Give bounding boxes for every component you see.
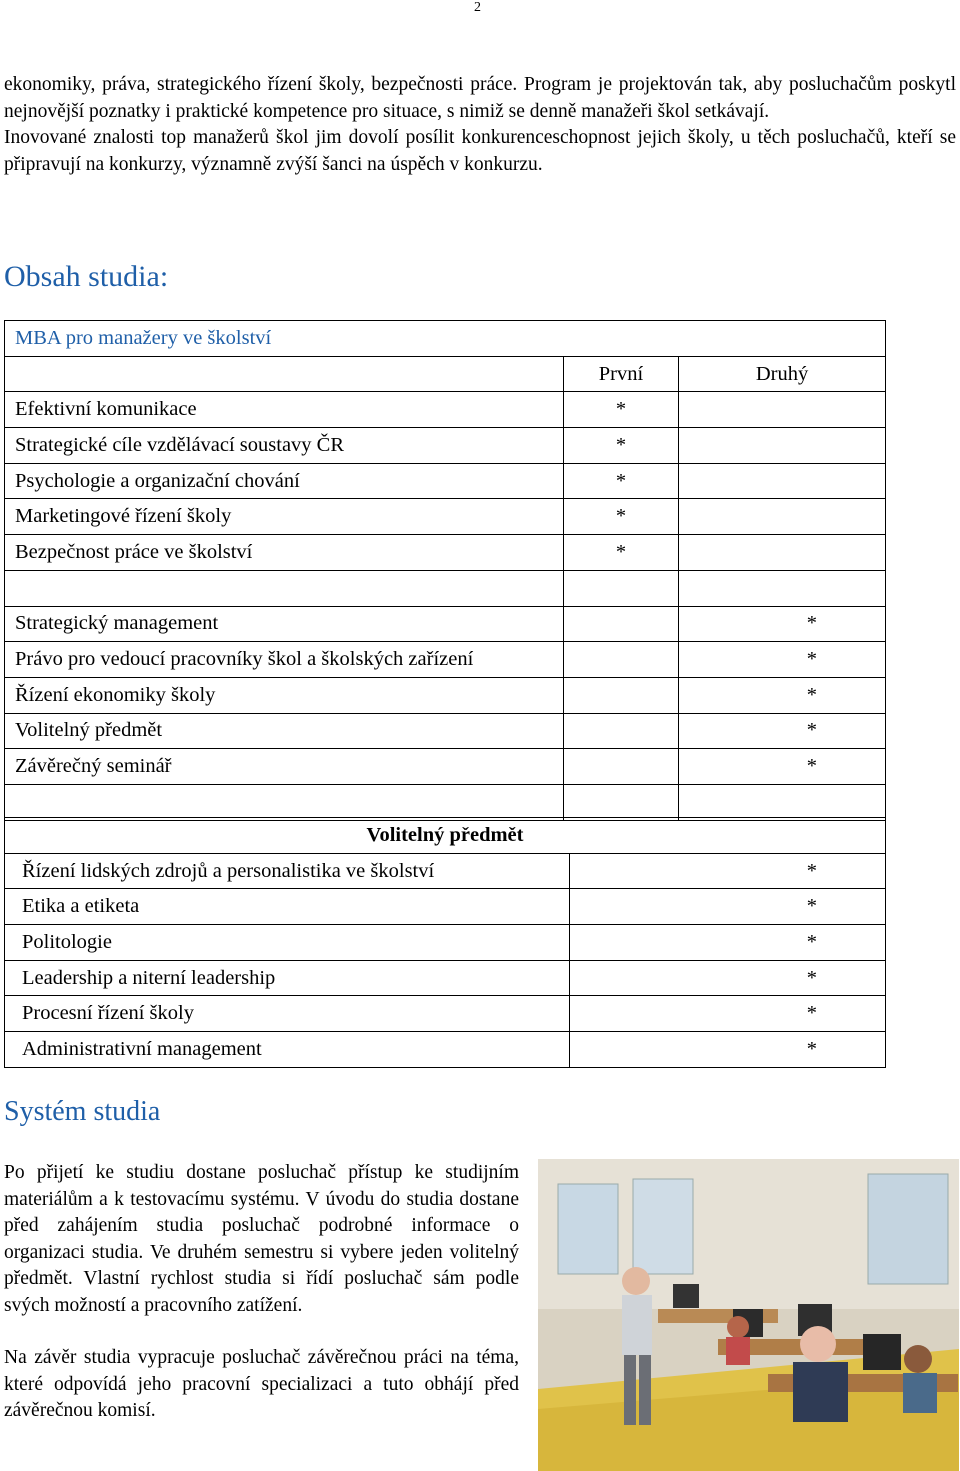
system-paragraph-1: Po přijetí ke studiu dostane posluchač přístup ke studijním materiálům a k testovacímu systému. V úvodu do studia dostane před zahájením studia posluchač podrobné informace o organizaci studia. Ve druhém semestru si vybere jeden volitelný předmět. Vlastní rychlost studia si řídí posluchač sám podle svých možností a pracovního zatížení.: [4, 1162, 519, 1316]
empty-cell: [679, 428, 886, 464]
elective-mark: *: [569, 1032, 885, 1068]
elective-name: Řízení lidských zdrojů a personalistika ve školství: [5, 853, 570, 889]
first-semester-mark: *: [563, 535, 678, 571]
header-second-semester: Druhý: [679, 356, 886, 392]
subject-name: Řízení ekonomiky školy: [5, 677, 564, 713]
empty-cell: [679, 499, 886, 535]
system-heading: Systém studia: [4, 1096, 161, 1127]
elective-mark: *: [569, 889, 885, 925]
first-semester-mark: *: [563, 463, 678, 499]
second-semester-mark: *: [679, 642, 886, 678]
table-row: [5, 960, 886, 996]
page-number: 2: [474, 0, 481, 15]
table-row: [5, 642, 886, 678]
empty-cell: [563, 606, 678, 642]
empty-cell: [679, 463, 886, 499]
elective-name: Administrativní management: [5, 1032, 570, 1068]
elective-table: [4, 817, 886, 1068]
elective-name: Etika a etiketa: [5, 889, 570, 925]
table-row: [5, 428, 886, 464]
subject-name: Efektivní komunikace: [5, 392, 564, 428]
first-semester-mark: *: [563, 428, 678, 464]
table-row: [5, 925, 886, 961]
intro-text: [4, 72, 956, 178]
empty-cell: [679, 535, 886, 571]
system-text: [4, 1160, 519, 1451]
subject-name: Právo pro vedoucí pracovníky škol a školských zařízení: [5, 642, 564, 678]
second-semester-mark: *: [679, 749, 886, 785]
table-row: [5, 463, 886, 499]
elective-name: Procesní řízení školy: [5, 996, 570, 1032]
table-row: [5, 535, 886, 571]
system-paragraph-2: Na závěr studia vypracuje posluchač závěrečnou práci na téma, které odpovídá jeho pracovní specializaci a tuto obhájí před závěrečnou komisí.: [4, 1347, 519, 1421]
second-semester-mark: *: [679, 606, 886, 642]
table-row: [5, 499, 886, 535]
intro-paragraph-1: ekonomiky, práva, strategického řízení školy, bezpečnosti práce. Program je projektován tak, aby posluchačům poskytl nejnovější poznatky i praktické kompetence pro situace, s nimiž se denně manažeři škol setkávají.: [4, 74, 956, 122]
empty-cell: [563, 713, 678, 749]
empty-cell: [563, 677, 678, 713]
table-row: [5, 713, 886, 749]
elective-mark: *: [569, 960, 885, 996]
table-row: [5, 392, 886, 428]
spacer-row: [5, 784, 886, 820]
intro-paragraph-2: Inovované znalosti top manažerů škol jim dovolí posílit konkurenceschopnost jejich školy, u těch posluchačů, kteří se připravují na konkurzy, významně zvýší šanci na úspěch v konkurzu.: [4, 127, 956, 175]
table-row: [5, 889, 886, 925]
subject-name: Strategické cíle vzdělávací soustavy ČR: [5, 428, 564, 464]
first-semester-mark: *: [563, 392, 678, 428]
empty-cell: [563, 642, 678, 678]
table-row: [5, 853, 886, 889]
table-row: [5, 749, 886, 785]
subject-name: Marketingové řízení školy: [5, 499, 564, 535]
spacer-row: [5, 570, 886, 606]
elective-name: Leadership a niterní leadership: [5, 960, 570, 996]
empty-cell: [563, 749, 678, 785]
subject-name: Psychologie a organizační chování: [5, 463, 564, 499]
elective-mark: *: [569, 996, 885, 1032]
subject-name: Závěrečný seminář: [5, 749, 564, 785]
obsah-heading: Obsah studia:: [4, 260, 169, 293]
table-row: [5, 606, 886, 642]
table-row: [5, 677, 886, 713]
elective-caption: Volitelný předmět: [5, 818, 886, 854]
table-row: [5, 996, 886, 1032]
elective-mark: *: [569, 853, 885, 889]
header-first-semester: První: [563, 356, 678, 392]
classroom-photo: [538, 1159, 959, 1471]
elective-name: Politologie: [5, 925, 570, 961]
subject-name: Volitelný předmět: [5, 713, 564, 749]
header-empty-cell: [5, 356, 564, 392]
table-title: MBA pro manažery ve školství: [5, 321, 886, 357]
first-semester-mark: *: [563, 499, 678, 535]
subject-name: Bezpečnost práce ve školství: [5, 535, 564, 571]
empty-cell: [679, 392, 886, 428]
second-semester-mark: *: [679, 677, 886, 713]
table-row: [5, 1032, 886, 1068]
subject-name: Strategický management: [5, 606, 564, 642]
second-semester-mark: *: [679, 713, 886, 749]
study-content-table: [4, 320, 886, 821]
elective-mark: *: [569, 925, 885, 961]
